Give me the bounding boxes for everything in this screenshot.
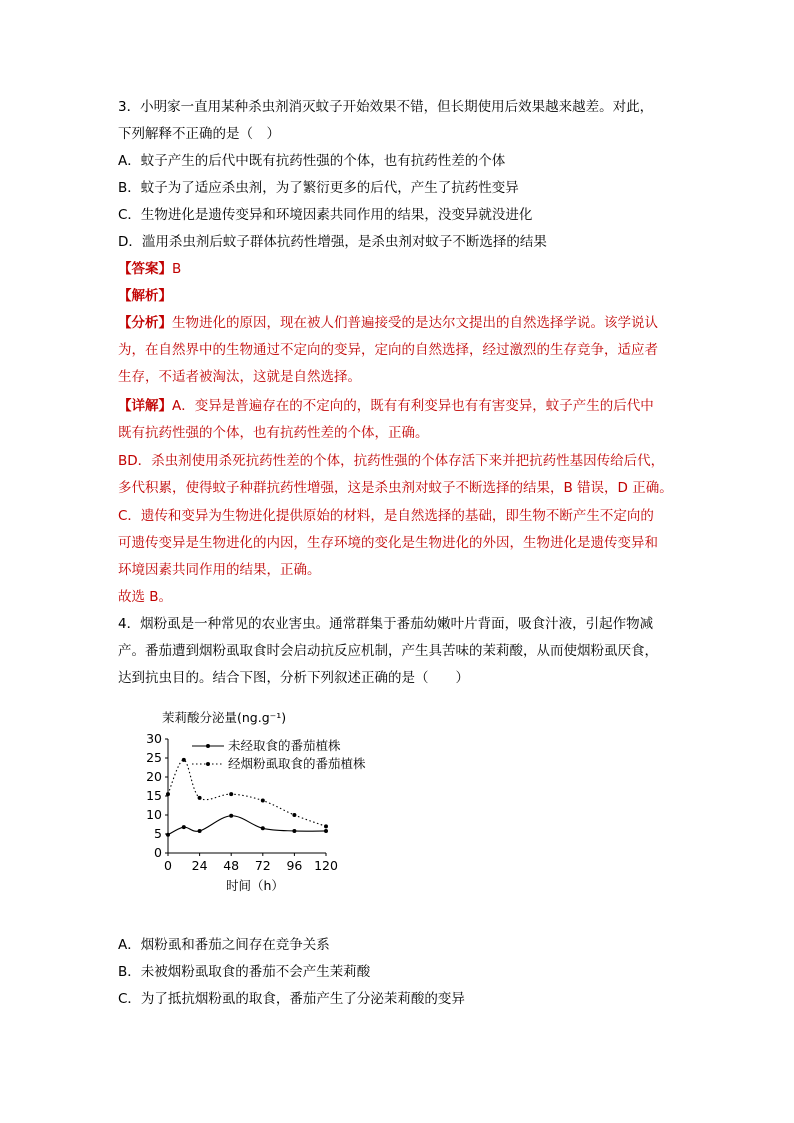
xiangjie-line-a1 <box>118 396 654 416</box>
q3-option-d: D．滥用杀虫剂后蚊子群体抗药性增强，是杀虫剂对蚊子不断选择的结果 <box>118 234 547 250</box>
q3-stem-line2: 下列解释不正确的是（ ） <box>118 126 280 142</box>
x-tick-label: 72 <box>254 858 271 873</box>
x-tick-label: 0 <box>164 858 172 873</box>
series-1-point <box>292 829 296 833</box>
jasmonic-acid-chart <box>138 708 398 898</box>
q3-answer <box>118 259 181 279</box>
fenxi-text1: 生物进化的原因，现在被人们普遍接受的是达尔文提出的自然选择学说。该学说认 <box>172 315 658 331</box>
q4-stem-line1: 4．烟粉虱是一种常见的农业害虫。通常群集于番茄幼嫩叶片背面，吸食汁液，引起作物减 <box>118 616 654 632</box>
series-2-point <box>261 799 265 803</box>
q3-stem-line1: 3．小明家一直用某种杀虫剂消灭蚊子开始效果不错，但长期使用后效果越来越差。对此， <box>118 99 654 115</box>
series-2-point <box>198 796 202 800</box>
answer-tag: 【答案】 <box>118 261 172 277</box>
xiangjie-text-a1: A．变异是普遍存在的不定向的，既有有利变异也有有害变异，蚊子产生的后代中 <box>172 398 654 414</box>
series-2-point <box>292 813 296 817</box>
series-2-point <box>182 758 186 762</box>
answer-value: B <box>172 261 182 277</box>
fenxi-line3: 生存，不适者被淘汰，这就是自然选择。 <box>118 369 361 385</box>
legend-marker-2 <box>206 762 210 766</box>
fenxi-line1 <box>118 313 658 333</box>
legend-label-1: 未经取食的番茄植株 <box>228 738 341 753</box>
q3-option-c: C．生物进化是遗传变异和环境因素共同作用的结果，没变异就没进化 <box>118 207 533 223</box>
q3-option-b: B．蚊子为了适应杀虫剂，为了繁衍更多的后代，产生了抗药性变异 <box>118 180 519 196</box>
series-2-point <box>324 824 328 828</box>
y-tick-label: 10 <box>146 807 162 822</box>
x-tick-label: 120 <box>314 858 338 873</box>
conclusion: 故选 B。 <box>118 589 173 605</box>
y-tick-label: 5 <box>154 826 162 841</box>
series-1-point <box>198 829 202 833</box>
series-1-point <box>166 833 170 837</box>
y-tick-label: 0 <box>154 845 162 860</box>
y-tick-label: 30 <box>146 731 162 746</box>
xiangjie-line-c3: 环境因素共同作用的结果，正确。 <box>118 562 321 578</box>
chart-xlabel: 时间（h） <box>226 878 284 893</box>
q4-option-b: B．未被烟粉虱取食的番茄不会产生茉莉酸 <box>118 964 371 980</box>
q3-option-a: A．蚊子产生的后代中既有抗药性强的个体，也有抗药性差的个体 <box>118 153 506 169</box>
y-tick-label: 20 <box>146 769 162 784</box>
q4-stem-line2: 产。番茄遭到烟粉虱取食时会启动抗反应机制，产生具苦味的茉莉酸，从而使烟粉虱厌食， <box>118 643 658 659</box>
xiangjie-line-c2: 可遗传变异是生物进化的内因，生存环境的变化是生物进化的外因，生物进化是遗传变异和 <box>118 535 658 551</box>
q4-option-c: C．为了抵抗烟粉虱的取食，番茄产生了分泌茉莉酸的变异 <box>118 991 465 1007</box>
series-2-point <box>229 792 233 796</box>
series-1-point <box>261 826 265 830</box>
chart-ylabel: 茉莉酸分泌量(ng.g⁻¹) <box>162 710 287 725</box>
q4-stem-line3: 达到抗虫目的。结合下图，分析下列叙述正确的是（ ） <box>118 670 469 686</box>
fenxi-tag: 【分析】 <box>118 315 172 331</box>
fenxi-line2: 为，在自然界中的生物通过不定向的变异，定向的自然选择，经过激烈的生存竞争，适应者 <box>118 342 658 358</box>
x-tick-label: 48 <box>223 858 240 873</box>
analysis-tag: 【解析】 <box>118 288 172 304</box>
y-tick-label: 15 <box>146 788 162 803</box>
xiangjie-tag: 【详解】 <box>118 398 172 414</box>
legend-marker-1 <box>206 744 210 748</box>
xiangjie-line-bd2: 多代积累，使得蚊子种群抗药性增强，这是杀虫剂对蚊子不断选择的结果，B 错误，D 正确。 <box>118 480 673 496</box>
chart-legend <box>192 738 366 771</box>
x-tick-label: 24 <box>191 858 208 873</box>
xiangjie-line-bd1: BD．杀虫剂使用杀死抗药性差的个体，抗药性强的个体存活下来并把抗药性基因传给后代， <box>118 453 665 469</box>
series-2-point <box>166 792 170 796</box>
x-tick-label: 96 <box>286 858 303 873</box>
y-tick-label: 25 <box>146 750 162 765</box>
series-1-point <box>182 825 186 829</box>
q4-option-a: A．烟粉虱和番茄之间存在竞争关系 <box>118 937 330 953</box>
legend-label-2: 经烟粉虱取食的番茄植株 <box>228 756 366 771</box>
xiangjie-line-a2: 既有抗药性强的个体，也有抗药性差的个体，正确。 <box>118 425 429 441</box>
xiangjie-line-c1: C．遗传和变异为生物进化提供原始的材料，是自然选择的基础，即生物不断产生不定向的 <box>118 508 654 524</box>
series-1-point <box>324 829 328 833</box>
series-1-point <box>229 814 233 818</box>
